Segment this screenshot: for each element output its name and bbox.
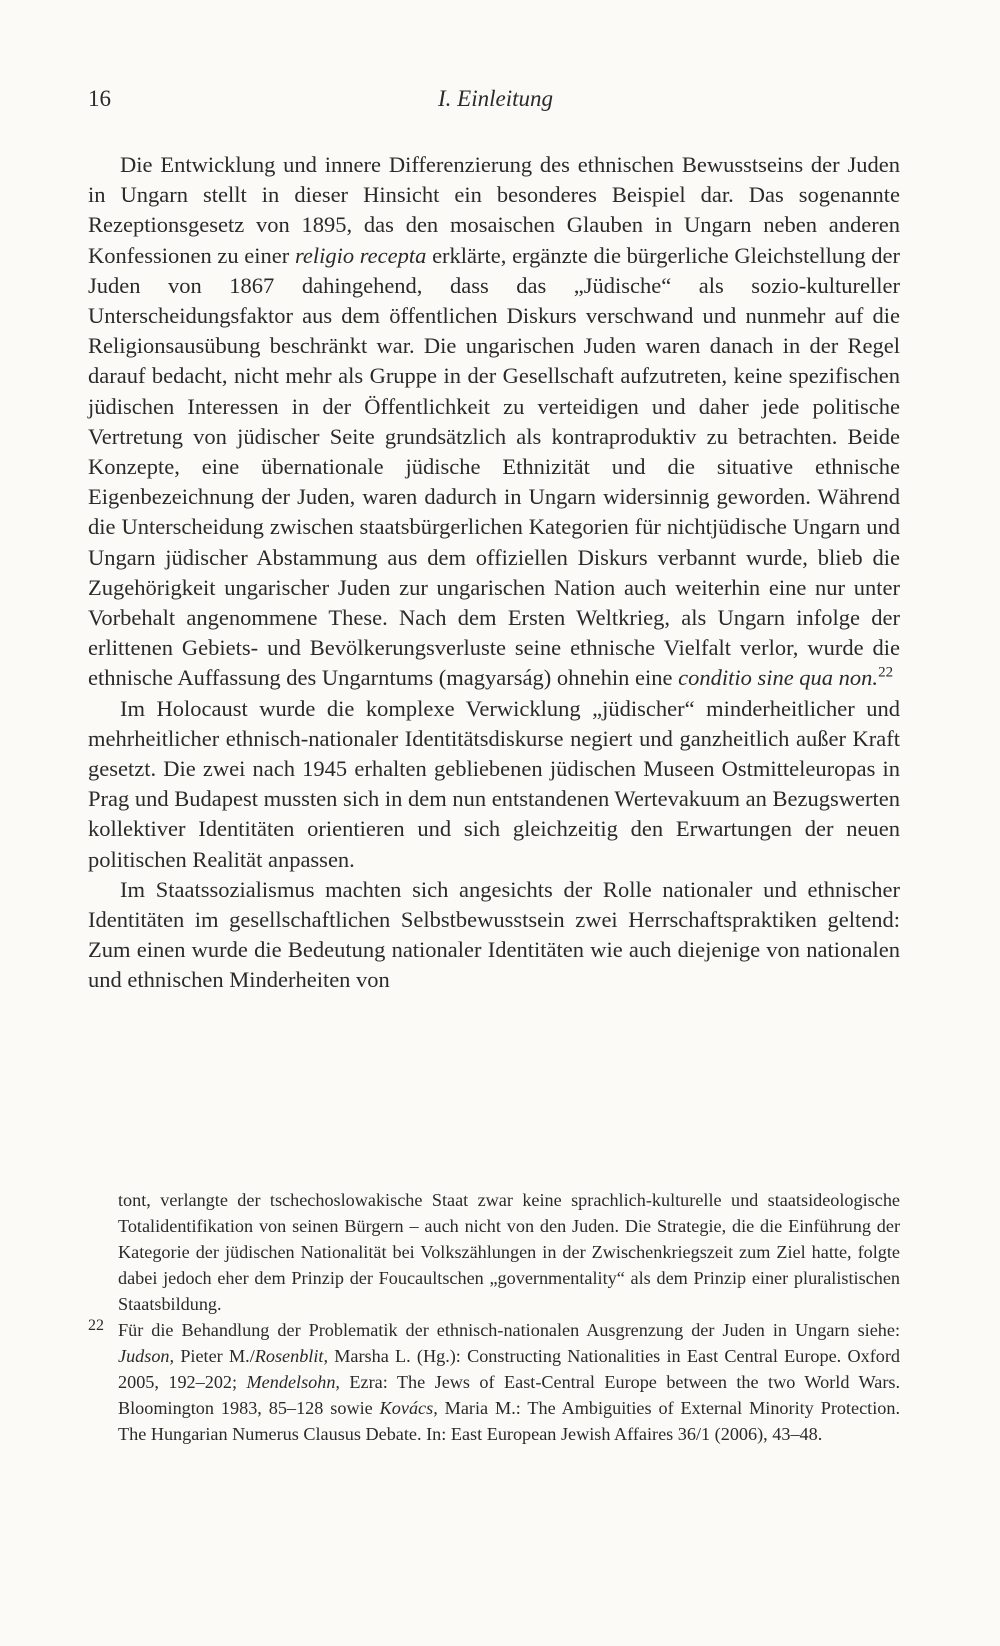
main-text [88,150,900,996]
paragraph: Im Holocaust wurde die komplexe Verwicklung „jüdischer“ minderheitlicher und mehrheitlicher ethnisch-nationaler Identitätsdiskurse negiert und ganzheitlich außer Kraft gesetzt. Die zwei nach 1945 erhalten gebliebenen jüdischen Museen Ostmitteleuropas in Prag und Budapest mussten sich in dem nun entstandenen Wertevakuum an Bezugswerten kollektiver Identitäten orientieren und sich gleichzeitig den Erwartungen der neuen politischen Realität anpassen. [88,695,900,872]
paragraph [88,150,900,694]
running-head: I. Einleitung [438,86,553,111]
page-header [88,86,900,122]
footnote-continuation: tont, verlangte der tschechoslowakische Staat zwar keine sprachlich-kulturelle und staatsideologische Totalidentifikation von seinen Bürgern – auch nicht von den Juden. Die Strategie, die die Einführung der Kategorie der jüdischen Nationalität bei Volkszählungen in der Zwischenkriegszeit zum Ziel hatte, folgte dabei jedoch eher dem Prinzip der Foucaultschen „governmentality“ als dem Prinzip einer pluralistischen Staatsbildung. [118,1190,900,1314]
page-number: 16 [88,86,111,111]
footnote-reference: 22 [878,664,894,681]
footnote-text: Für die Behandlung der Problematik der ethnisch-nationalen Ausgrenzung der Juden in Ungarn siehe: Judson, Pieter M./Rosenblit, Marsha L. (Hg.): Constructing Nationalities in East Central Europe. Oxford 2005, 192–202; Mendelsohn, Ezra: The Jews of East-Central Europe between the two World Wars. Bloomington 1983, 85–128 sowie Kovács, Maria M.: The Ambiguities of External Minority Protection. The Hungarian Numerus Clausus Debate. In: East European Jewish Affaires 36/1 (2006), 43–48. [118,1320,901,1444]
paragraph: Im Staatssozialismus machten sich angesichts der Rolle nationaler und ethnischer Identitäten im gesellschaftlichen Selbstbewusstsein zwei Herrschaftspraktiken geltend: Zum einen wurde die Bedeutung nationaler Identitäten wie auch diejenige von nationalen und ethnischen Minderheiten von [88,876,900,993]
footnote [88,1317,901,1447]
paragraph-text: Die Entwicklung und innere Differenzierung des ethnischen Bewusstseins der Juden in Ungarn stellt in dieser Hinsicht ein besonderes Beispiel dar. Das sogenannte Rezeptionsgesetz von 1895, das den mosaischen Glauben in Ungarn neben anderen Konfessionen zu einer religio recepta erklärte, ergänzte die bürgerliche Gleichstellung der Juden von 1867 dahingehend, dass das „Jüdische“ als sozio-kultureller Unterscheidungsfaktor aus dem öffentlichen Diskurs verschwand und nunmehr auf die Religionsausübung beschränkt war. Die ungarischen Juden waren danach in der Regel darauf bedacht, nicht mehr als Gruppe in der Gesellschaft aufzutreten, keine spezifischen jüdischen Interessen in der Öffentlichkeit zu verteidigen und daher jede politische Vertretung von jüdischer Seite grundsätzlich als kontraproduktiv zu betrachten. Beide Konzepte, eine übernationale jüdische Ethnizität und die situative ethnische Eigenbezeichnung der Juden, waren dadurch in Ungarn widersinnig geworden. Während die Unterscheidung zwischen staatsbürgerlichen Kategorien für nichtjüdische Ungarn und Ungarn jüdischer Abstammung aus dem offiziellen Diskurs verbannt wurde, blieb die Zugehörigkeit ungarischer Juden zur ungarischen Nation auch weiterhin eine nur unter Vorbehalt angenommene These. Nach dem Ersten Weltkrieg, als Ungarn infolge der erlittenen Gebiets- und Bevölkerungsverluste seine ethnische Vielfalt verlor, wurde die ethnische Auffassung des Ungarntums (magyarság) ohnehin eine conditio sine qua non. [88,152,900,691]
footnote-number: 22 [88,1317,104,1334]
footnotes [88,1187,900,1447]
